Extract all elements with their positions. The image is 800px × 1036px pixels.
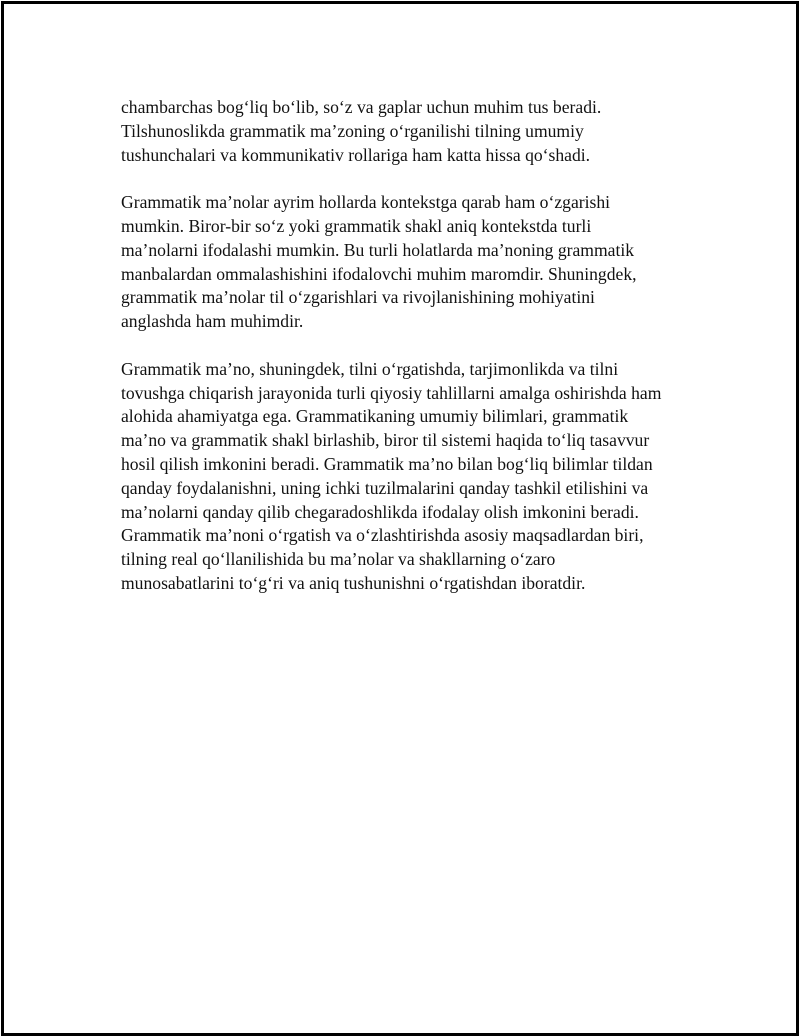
paragraph-3: [121, 358, 701, 596]
text-line: grammatik ma’nolar til o‘zgarishlari va rivojlanishining mohiyatini: [121, 287, 595, 308]
text-line: ma’nolarni qanday qilib chegaradoshlikda ifodalay olish imkonini beradi.: [121, 501, 639, 522]
text-line: qanday foydalanishni, uning ichki tuzilmalarini qanday tashkil etilishini va: [121, 477, 649, 498]
text-line: ma’no va grammatik shakl birlashib, biror til sistemi haqida to‘liq tasavvur: [121, 430, 650, 451]
document-body: [121, 96, 701, 620]
text-line: munosabatlarini to‘g‘ri va aniq tushunishni o‘rgatishdan iboratdir.: [121, 572, 586, 593]
text-line: Grammatik ma’no, shuningdek, tilni o‘rgatishda, tarjimonlikda va tilni: [121, 358, 619, 379]
text-line: anglashda ham muhimdir.: [121, 311, 304, 332]
text-line: Grammatik ma’nolar ayrim hollarda kontekstga qarab ham o‘zgarishi: [121, 192, 611, 213]
page-frame: [1, 1, 799, 1036]
paragraph-2: [121, 191, 701, 334]
text-line: alohida ahamiyatga ega. Grammatikaning umumiy bilimlari, grammatik: [121, 406, 629, 427]
text-line: tilning real qo‘llanilishida bu ma’nolar va shakllarning o‘zaro: [121, 549, 556, 570]
text-line: hosil qilish imkonini beradi. Grammatik ma’no bilan bog‘liq bilimlar tildan: [121, 453, 653, 474]
paragraph-1: [121, 96, 701, 167]
text-line: Tilshunoslikda grammatik ma’zoning o‘rganilishi tilning umumiy: [121, 120, 584, 141]
text-line: ma’nolarni ifodalashi mumkin. Bu turli holatlarda ma’noning grammatik: [121, 239, 635, 260]
text-line: mumkin. Biror-bir so‘z yoki grammatik shakl aniq kontekstda turli: [121, 215, 592, 236]
text-line: manbalardan ommalashishini ifodalovchi muhim maromdir. Shuningdek,: [121, 263, 637, 284]
text-line: chambarchas bog‘liq bo‘lib, so‘z va gaplar uchun muhim tus beradi.: [121, 97, 602, 117]
text-line: tushunchalari va kommunikativ rollariga ham katta hissa qo‘shadi.: [121, 144, 591, 165]
text-line: Grammatik ma’noni o‘rgatish va o‘zlashtirishda asosiy maqsadlardan biri,: [121, 525, 644, 546]
text-line: tovushga chiqarish jarayonida turli qiyosiy tahlillarni amalga oshirishda ham: [121, 382, 662, 403]
